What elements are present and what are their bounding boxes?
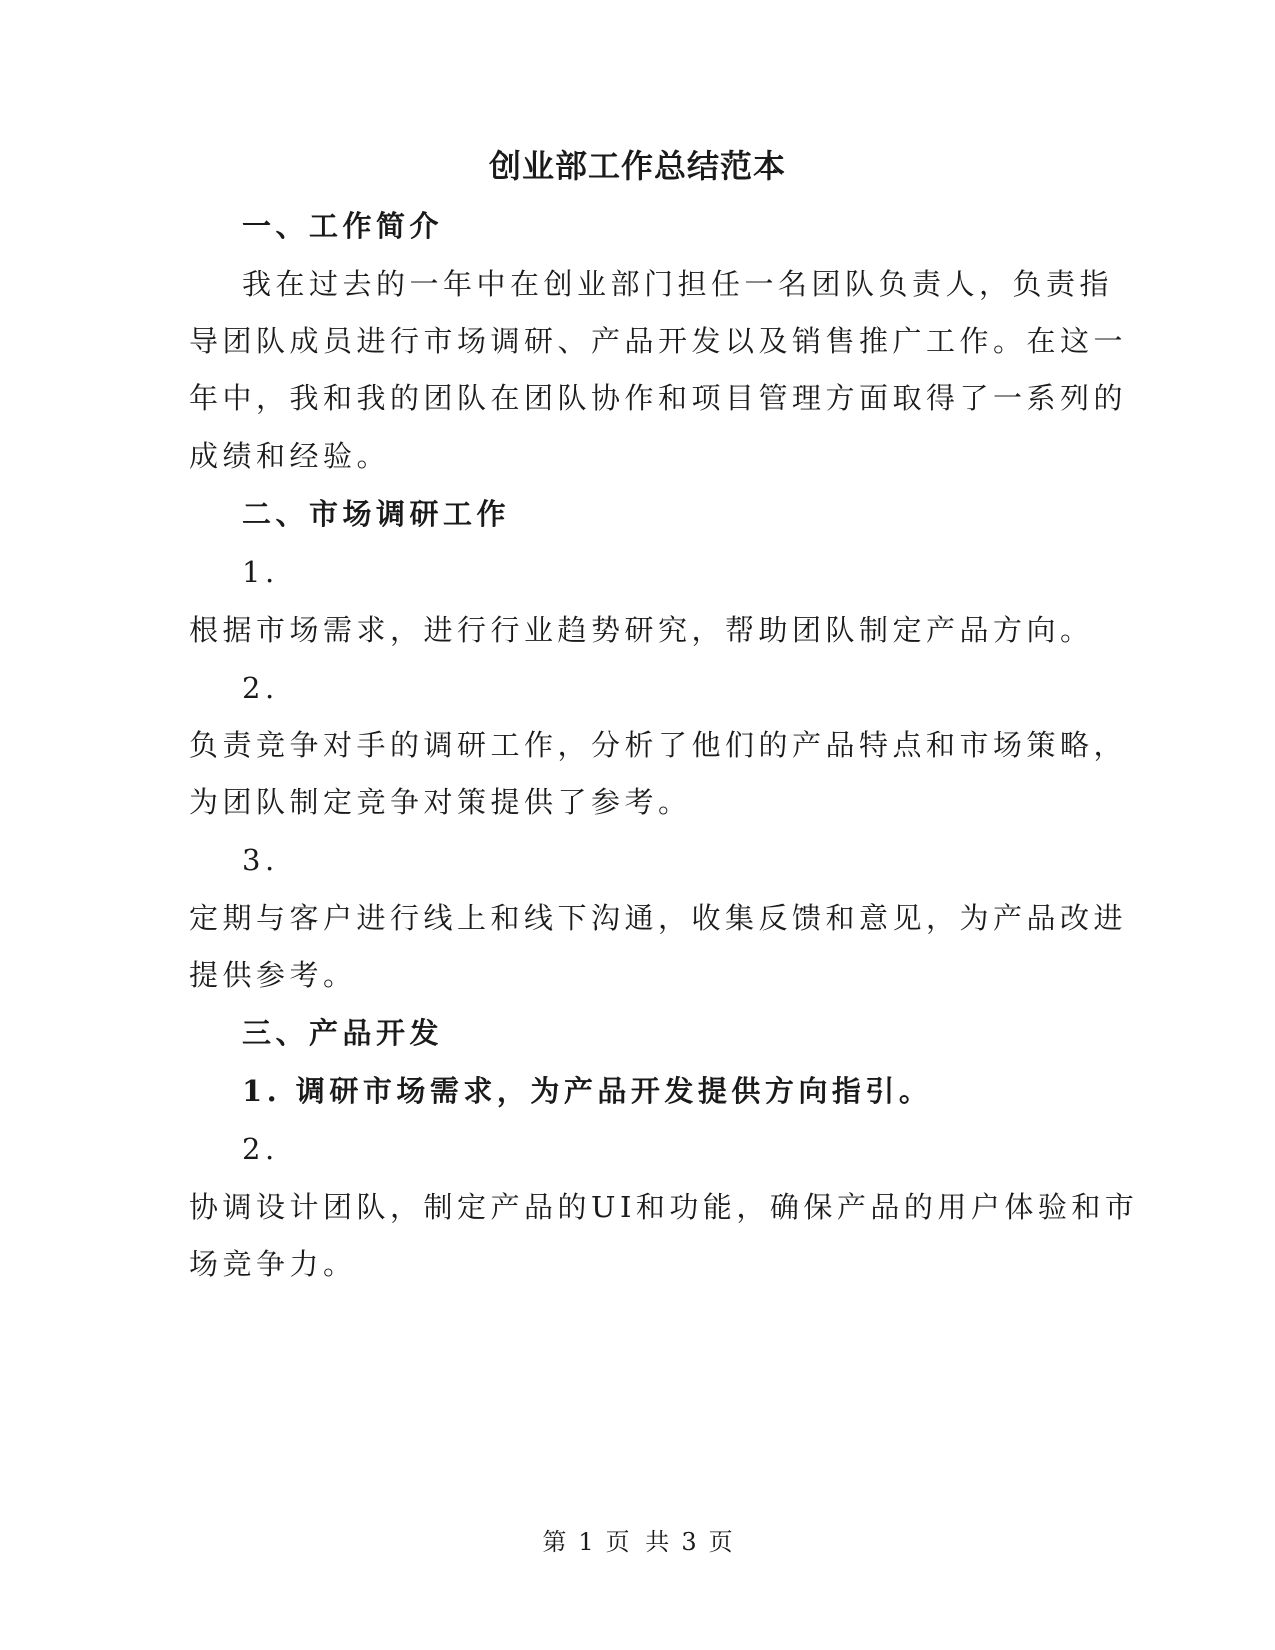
footer-prefix: 第 bbox=[542, 1528, 567, 1556]
footer-suffix: 页 bbox=[708, 1528, 733, 1556]
section-heading-intro: 一、工作简介 bbox=[242, 209, 444, 243]
section-heading-market-research: 二、市场调研工作 bbox=[242, 497, 511, 531]
list-item-text: 负责竞争对手的调研工作，分析了他们的产品特点和市场策略， bbox=[189, 728, 1128, 762]
footer-total-pages: 3 bbox=[681, 1528, 697, 1556]
list-number: 2. bbox=[242, 671, 279, 705]
section-heading-product-development: 三、产品开发 bbox=[242, 1016, 444, 1050]
paragraph-line: 导团队成员进行市场调研、产品开发以及销售推广工作。在这一 bbox=[189, 324, 1128, 358]
list-item-text: 提供参考。 bbox=[189, 958, 357, 992]
list-item-text: 1. 调研市场需求，为产品开发提供方向指引。 bbox=[242, 1074, 933, 1108]
list-item-text: 定期与客户进行线上和线下沟通，收集反馈和意见，为产品改进 bbox=[189, 901, 1128, 935]
list-number: 2. bbox=[242, 1132, 279, 1166]
paragraph-line: 年中，我和我的团队在团队协作和项目管理方面取得了一系列的 bbox=[189, 381, 1128, 415]
list-number: 1. bbox=[242, 555, 279, 589]
page-footer bbox=[0, 1527, 1275, 1557]
list-item-text: 根据市场需求，进行行业趋势研究，帮助团队制定产品方向。 bbox=[189, 613, 1094, 647]
paragraph-line: 我在过去的一年中在创业部门担任一名团队负责人，负责指 bbox=[242, 267, 1114, 301]
list-number: 3. bbox=[242, 843, 279, 877]
footer-current-page: 1 bbox=[578, 1528, 594, 1556]
document-title: 创业部工作总结范本 bbox=[488, 147, 786, 185]
list-item-text: 场竞争力。 bbox=[189, 1247, 357, 1281]
footer-middle: 页 共 bbox=[605, 1528, 670, 1556]
list-item-text: 为团队制定竞争对策提供了参考。 bbox=[189, 785, 692, 819]
list-item-text: 协调设计团队，制定产品的UI和功能，确保产品的用户体验和市 bbox=[189, 1190, 1139, 1224]
paragraph-line: 成绩和经验。 bbox=[189, 439, 391, 473]
